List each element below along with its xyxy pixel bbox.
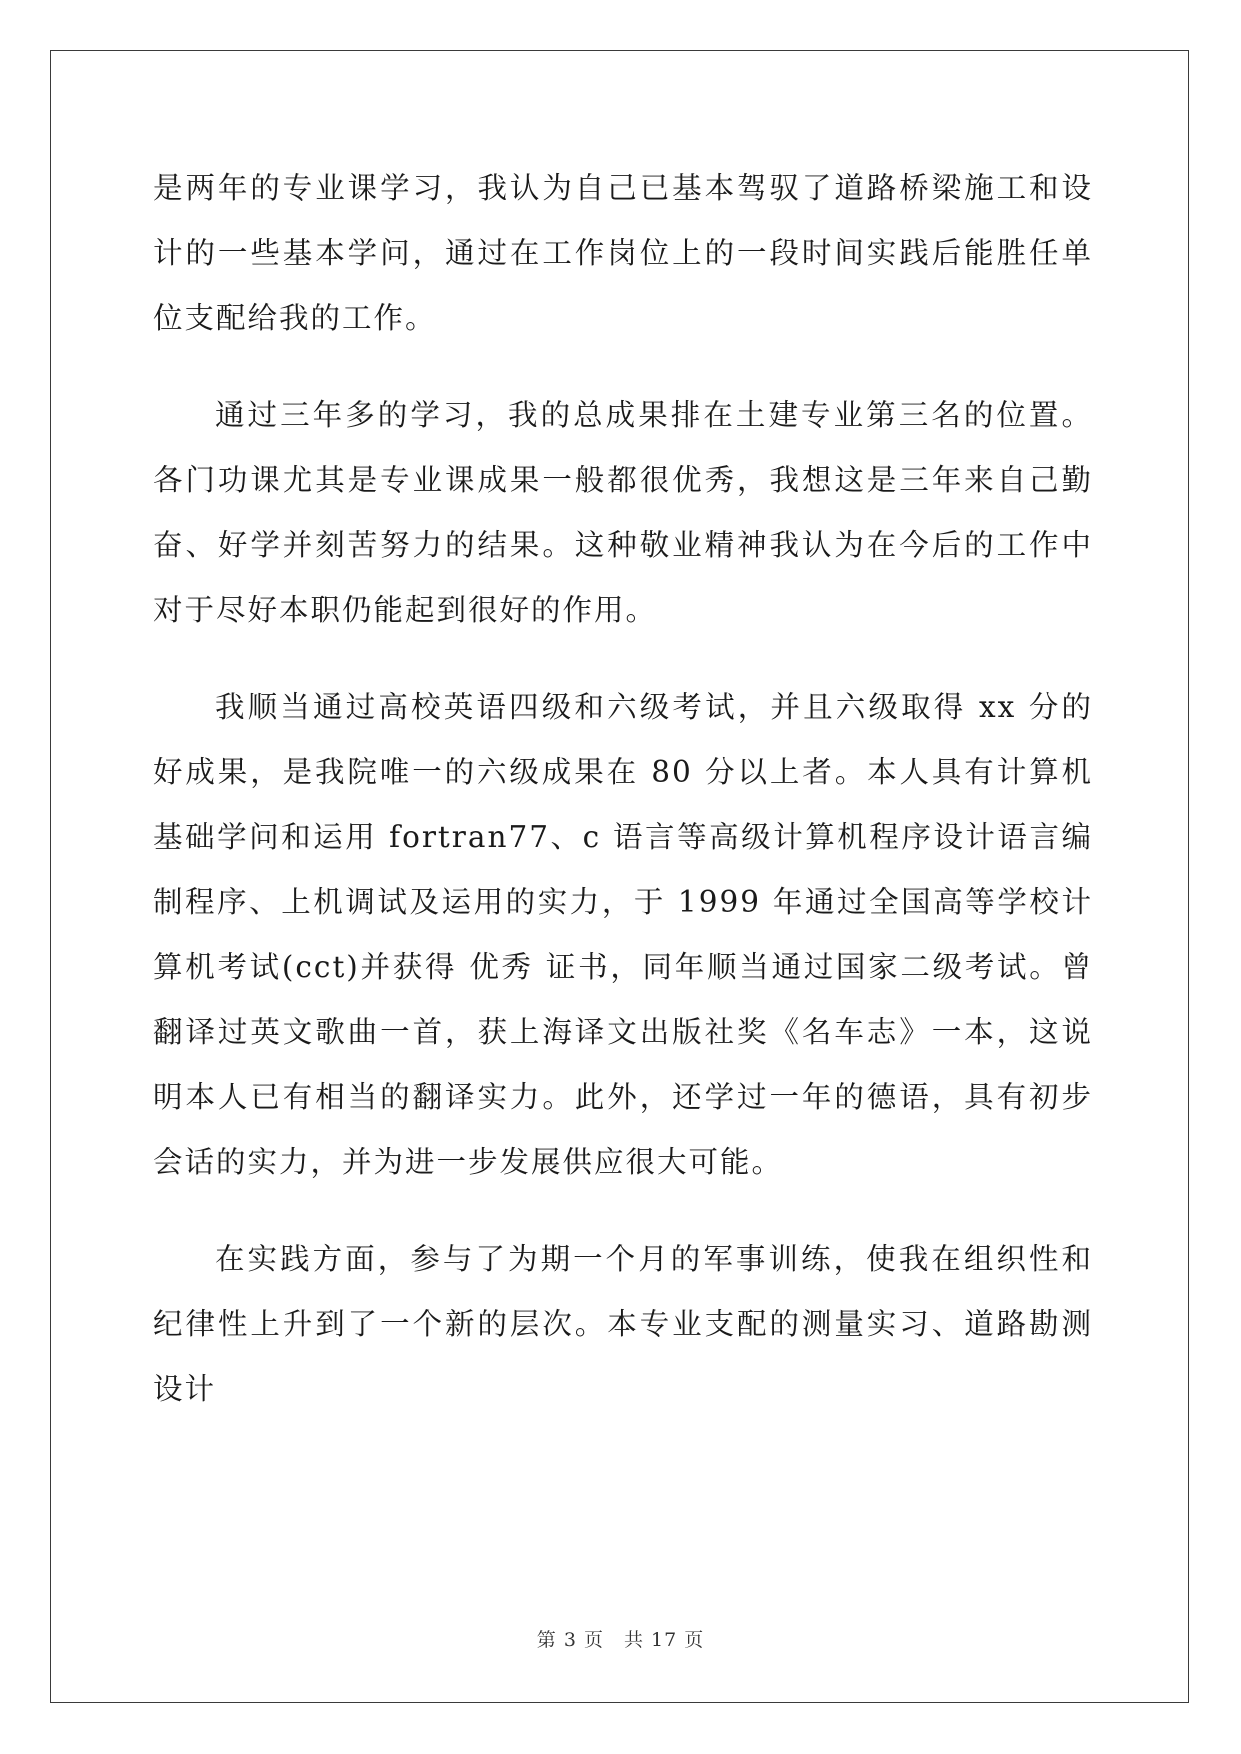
document-body [153, 156, 1093, 1422]
paragraph-3: 我顺当通过高校英语四级和六级考试，并且六级取得 xx 分的好成果，是我院唯一的六级成果在 80 分以上者。本人具有计算机基础学问和运用 fortran77、c 语言等高级计算机程序设计语言编制程序、上机调试及运用的实力，于 1999 年通过全国高等学校计算机考试(cct)并获得 优秀 证书，同年顺当通过国家二级考试。曾翻译过英文歌曲一首，获上海译文出版社奖《名车志》一本，这说明本人已有相当的翻译实力。此外，还学过一年的德语，具有初步会话的实力，并为进一步发展供应很大可能。 [153, 690, 1093, 1179]
paragraph-2: 通过三年多的学习，我的总成果排在土建专业第三名的位置。各门功课尤其是专业课成果一般都很优秀，我想这是三年来自己勤奋、好学并刻苦努力的结果。这种敬业精神我认为在今后的工作中对于尽好本职仍能起到很好的作用。 [153, 398, 1093, 627]
page-number-footer: 第 3 页 共 17 页 [536, 1629, 705, 1651]
paragraph-4: 在实践方面，参与了为期一个月的军事训练，使我在组织性和纪律性上升到了一个新的层次。本专业支配的测量实习、道路勘测设计 [153, 1242, 1093, 1406]
paragraph-1: 是两年的专业课学习，我认为自己已基本驾驭了道路桥梁施工和设计的一些基本学问，通过在工作岗位上的一段时间实践后能胜任单位支配给我的工作。 [153, 171, 1093, 335]
